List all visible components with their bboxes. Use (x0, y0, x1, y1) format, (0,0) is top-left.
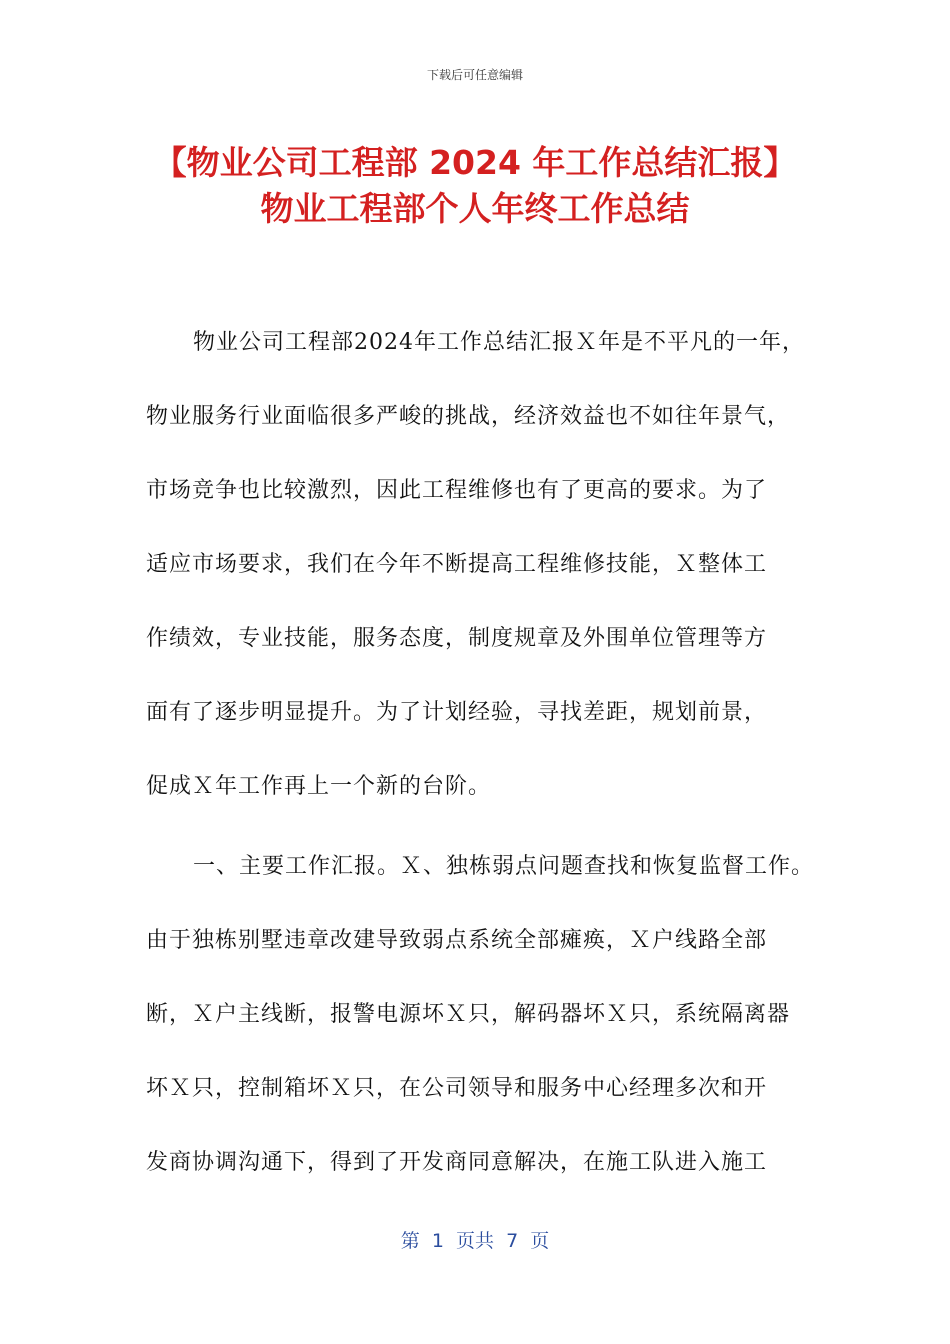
document-title (0, 140, 950, 232)
text-line: 市场竞争也比较激烈，因此工程维修也有了更高的要求。为了 (146, 478, 768, 503)
paragraph-main-work (146, 830, 826, 1200)
text-line: 坏Ｘ只，控制箱坏Ｘ只，在公司领导和服务中心经理多次和开 (146, 1076, 768, 1101)
text-line: 一、主要工作汇报。Ｘ、独栋弱点问题查找和恢复监督工作。 (193, 854, 815, 879)
text-line: 物业服务行业面临很多严峻的挑战，经济效益也不如往年景气， (146, 404, 791, 429)
title-line-2: 物业工程部个人年终工作总结 (260, 189, 690, 228)
title-line-1: 【物业公司工程部 2024 年工作总结汇报】 (153, 143, 797, 182)
text-line: 发商协调沟通下，得到了开发商同意解决，在施工队进入施工 (146, 1150, 768, 1175)
text-line: 作绩效，专业技能，服务态度，制度规章及外围单位管理等方 (146, 626, 768, 651)
text-line: 由于独栋别墅违章改建导致弱点系统全部瘫痪，Ｘ户线路全部 (146, 928, 768, 953)
text-line: 面有了逐步明显提升。为了计划经验，寻找差距，规划前景， (146, 700, 768, 725)
header-note: 下载后可任意编辑 (426, 68, 523, 82)
text-line: 断，Ｘ户主线断，报警电源坏Ｘ只，解码器坏Ｘ只，系统隔离器 (146, 1002, 791, 1027)
text-line: 适应市场要求，我们在今年不断提高工程维修技能，Ｘ整体工 (146, 552, 768, 577)
text-line: 物业公司工程部2024年工作总结汇报Ｘ年是不平凡的一年， (193, 330, 805, 355)
paragraph-intro (146, 306, 826, 824)
page-number-footer: 第 1 页共 7 页 (400, 1230, 550, 1252)
text-line: 促成Ｘ年工作再上一个新的台阶。 (146, 774, 492, 799)
